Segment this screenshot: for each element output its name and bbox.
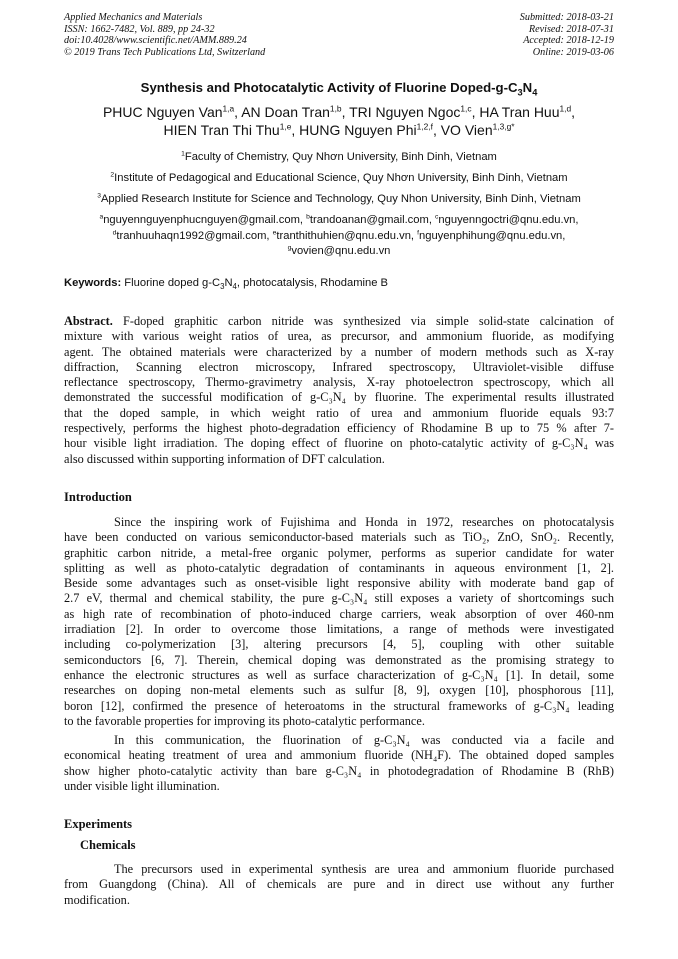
author-name: HIEN Tran Thi Thu: [163, 122, 280, 138]
journal-copyright: © 2019 Trans Tech Publications Ltd, Switzerland: [64, 46, 266, 58]
journal-info: [64, 12, 265, 58]
journal-issn: ISSN: 1662-7482, Vol. 889, pp 24-32: [64, 23, 215, 35]
email-link[interactable]: vovien@qnu.edu.vn: [291, 245, 391, 257]
email-link[interactable]: trandoanan@gmail.com,: [309, 214, 436, 226]
author-emails: $^a$nguyennguyenphucnguyen@gmail.com, $^b$trandoanan@gmail.com, $^c$nguyenngoctri@qnu.edu.vn, $^d$tranhuuhaqn1992@gmail.com, $^e$tranthithuhien@qnu.edu.vn, $^f$nguyenphihung@qnu.edu.vn, $^g$vovien@qnu.edu.vn: [99, 213, 579, 257]
author-name: AN Doan Tran: [241, 104, 330, 120]
keywords: Keywords: Fluorine doped $g-C_3N_4$, photocatalysis, Rhodamine B: [64, 277, 389, 292]
publication-dates: [520, 12, 614, 58]
affiliation-2: $^2$Institute of Pedagogical and Educational Science, Quy Nhơn University, Binh Dinh, Vietnam: [110, 171, 568, 184]
author-name: HA Tran Huu: [479, 104, 560, 120]
email-link[interactable]: tranhuuhaqn1992@gmail.com,: [116, 229, 273, 242]
chemicals-paragraph: The precursors used in experimental synthesis are urea and ammonium fluoride purchased from Guangdong (China). All of chemicals are pure and in direct use without any further modification.: [64, 862, 614, 907]
date-submitted: Submitted: 2018-03-21: [519, 12, 614, 23]
author-name: PHUC Nguyen Van: [102, 104, 223, 120]
keywords-label: Keywords:: [64, 277, 122, 289]
subsection-heading: Chemicals: [80, 838, 136, 852]
date-accepted: Accepted: 2018-12-19: [523, 35, 614, 47]
paper-title: Synthesis and Photocatalytic Activity of Fluorine Doped-$g-C_3N_4$: [140, 80, 538, 98]
journal-name: Applied Mechanics and Materials: [64, 12, 203, 23]
affiliation-3: $^3$Applied Research Institute for Science and Technology, Quy Nhon University, Binh Dinh, Vietnam: [97, 192, 581, 205]
abstract: Abstract. F-doped graphitic carbon nitride was synthesized via simple solid-state calcination of mixture with various weight ratios of urea, as precursor, and ammonium fluoride, as modifying agent. The obtained materials were characterized by a number of modern methods such as X-ray diffraction, Scanning electron microscopy, Infrared spectroscopy, Ultraviolet-visible diffuse reflectance spectroscopy, Thermo-gravimetry analysis, X-ray photoelectron spectroscopy, which all demonstrated the successful modification of g-C₃N₄ by fluorine. The experimental results illustrated that the doped sample, in which weight ratio of urea and ammonium fluoride equals 93:7 respectively, performs the highest photo-degradation efficiency of Rhodamine B up to 75 % after 7- hour visible light irradiation. The doping effect of fluorine on photo-catalytic activity of g-C₃N₄ was also discussed within supporting information of DFT calculation.: [64, 314, 614, 466]
email-link[interactable]: tranthithuhien@qnu.edu.vn,: [276, 229, 418, 242]
email-link[interactable]: nguyenphihung@qnu.edu.vn,: [419, 229, 566, 242]
author-list: PHUC Nguyen Van$^{1,a}$, AN Doan Tran$^{1,b}$, TRI Nguyen Ngoc$^{1,c}$, HA Tran Huu$^{1,d}$, HIEN Tran Thi Thu$^{1,e}$, HUNG Nguyen Phi$^{1,2,f}$, VO Vien$^{1,3,g*}$: [102, 103, 576, 138]
author-name: HUNG Nguyen Phi: [299, 122, 417, 138]
affiliation-1: $^1$Faculty of Chemistry, Quy Nhơn University, Binh Dinh, Vietnam: [181, 150, 497, 163]
introduction-paragraph-1: Since the inspiring work of Fujishima and Honda in 1972, researches on photocatalysis have been conducted on various semiconductor-based materials such as TiO₂, ZnO, SnO₂. Recently, graphitic carbon nitride, a metal-free organic polymer, performs as superior candidate for water splitting as well as photo-catalytic degradation of contaminants in aqueous environment [1, 2]. Beside some advantages such as onset-visible light responsive ability with moderate band gap of 2.7 eV, thermal and chemical stability, the pure g-C₃N₄ still exposes a variety of shortcomings such as high rate of recombination of photo-induced charge carriers, weak absorption of over 460-nm irradiation [2]. In order to overcome those limitations, a range of methods were investigated including co-polymerization [3], altering precursors [4, 5], coupling with other suitable semiconductors [6, 7]. Therein, chemical doping was demonstrated as the promising strategy to enhance the electronic structures as well as surface characterization of g-C₃N₄ [1]. In detail, some researches on doping non-metal elements such as sulfur [8, 9], oxygen [10], phosphorous [11], boron [12], confirmed the presence of heteroatoms in the structural frameworks of g-C₃N₄ leading to the favorable properties for improving its photo-catalytic performance.: [64, 515, 614, 728]
journal-doi: doi:10.4028/www.scientific.net/AMM.889.24: [64, 35, 247, 47]
author-name: VO Vien: [440, 122, 493, 138]
author-name: TRI Nguyen Ngoc: [349, 104, 461, 120]
section-heading: Experiments: [64, 817, 133, 831]
abstract-label: Abstract.: [64, 314, 113, 328]
email-link[interactable]: nguyennguyenphucnguyen@gmail.com,: [103, 214, 307, 226]
date-revised: Revised: 2018-07-31: [528, 23, 614, 35]
date-online: Online: 2019-03-06: [532, 46, 614, 58]
email-link[interactable]: nguyenngoctri@qnu.edu.vn,: [438, 214, 579, 226]
introduction-paragraph-2: In this communication, the fluorination of g-C₃N₄ was conducted via a facile and economical heating treatment of urea and ammonium fluoride (NH₄F). The obtained doped samples show higher photo-catalytic activity than bare g-C₃N₄ in photodegradation of Rhodamine B (RhB) under visible light illumination.: [64, 733, 614, 793]
section-heading: Introduction: [64, 490, 132, 504]
